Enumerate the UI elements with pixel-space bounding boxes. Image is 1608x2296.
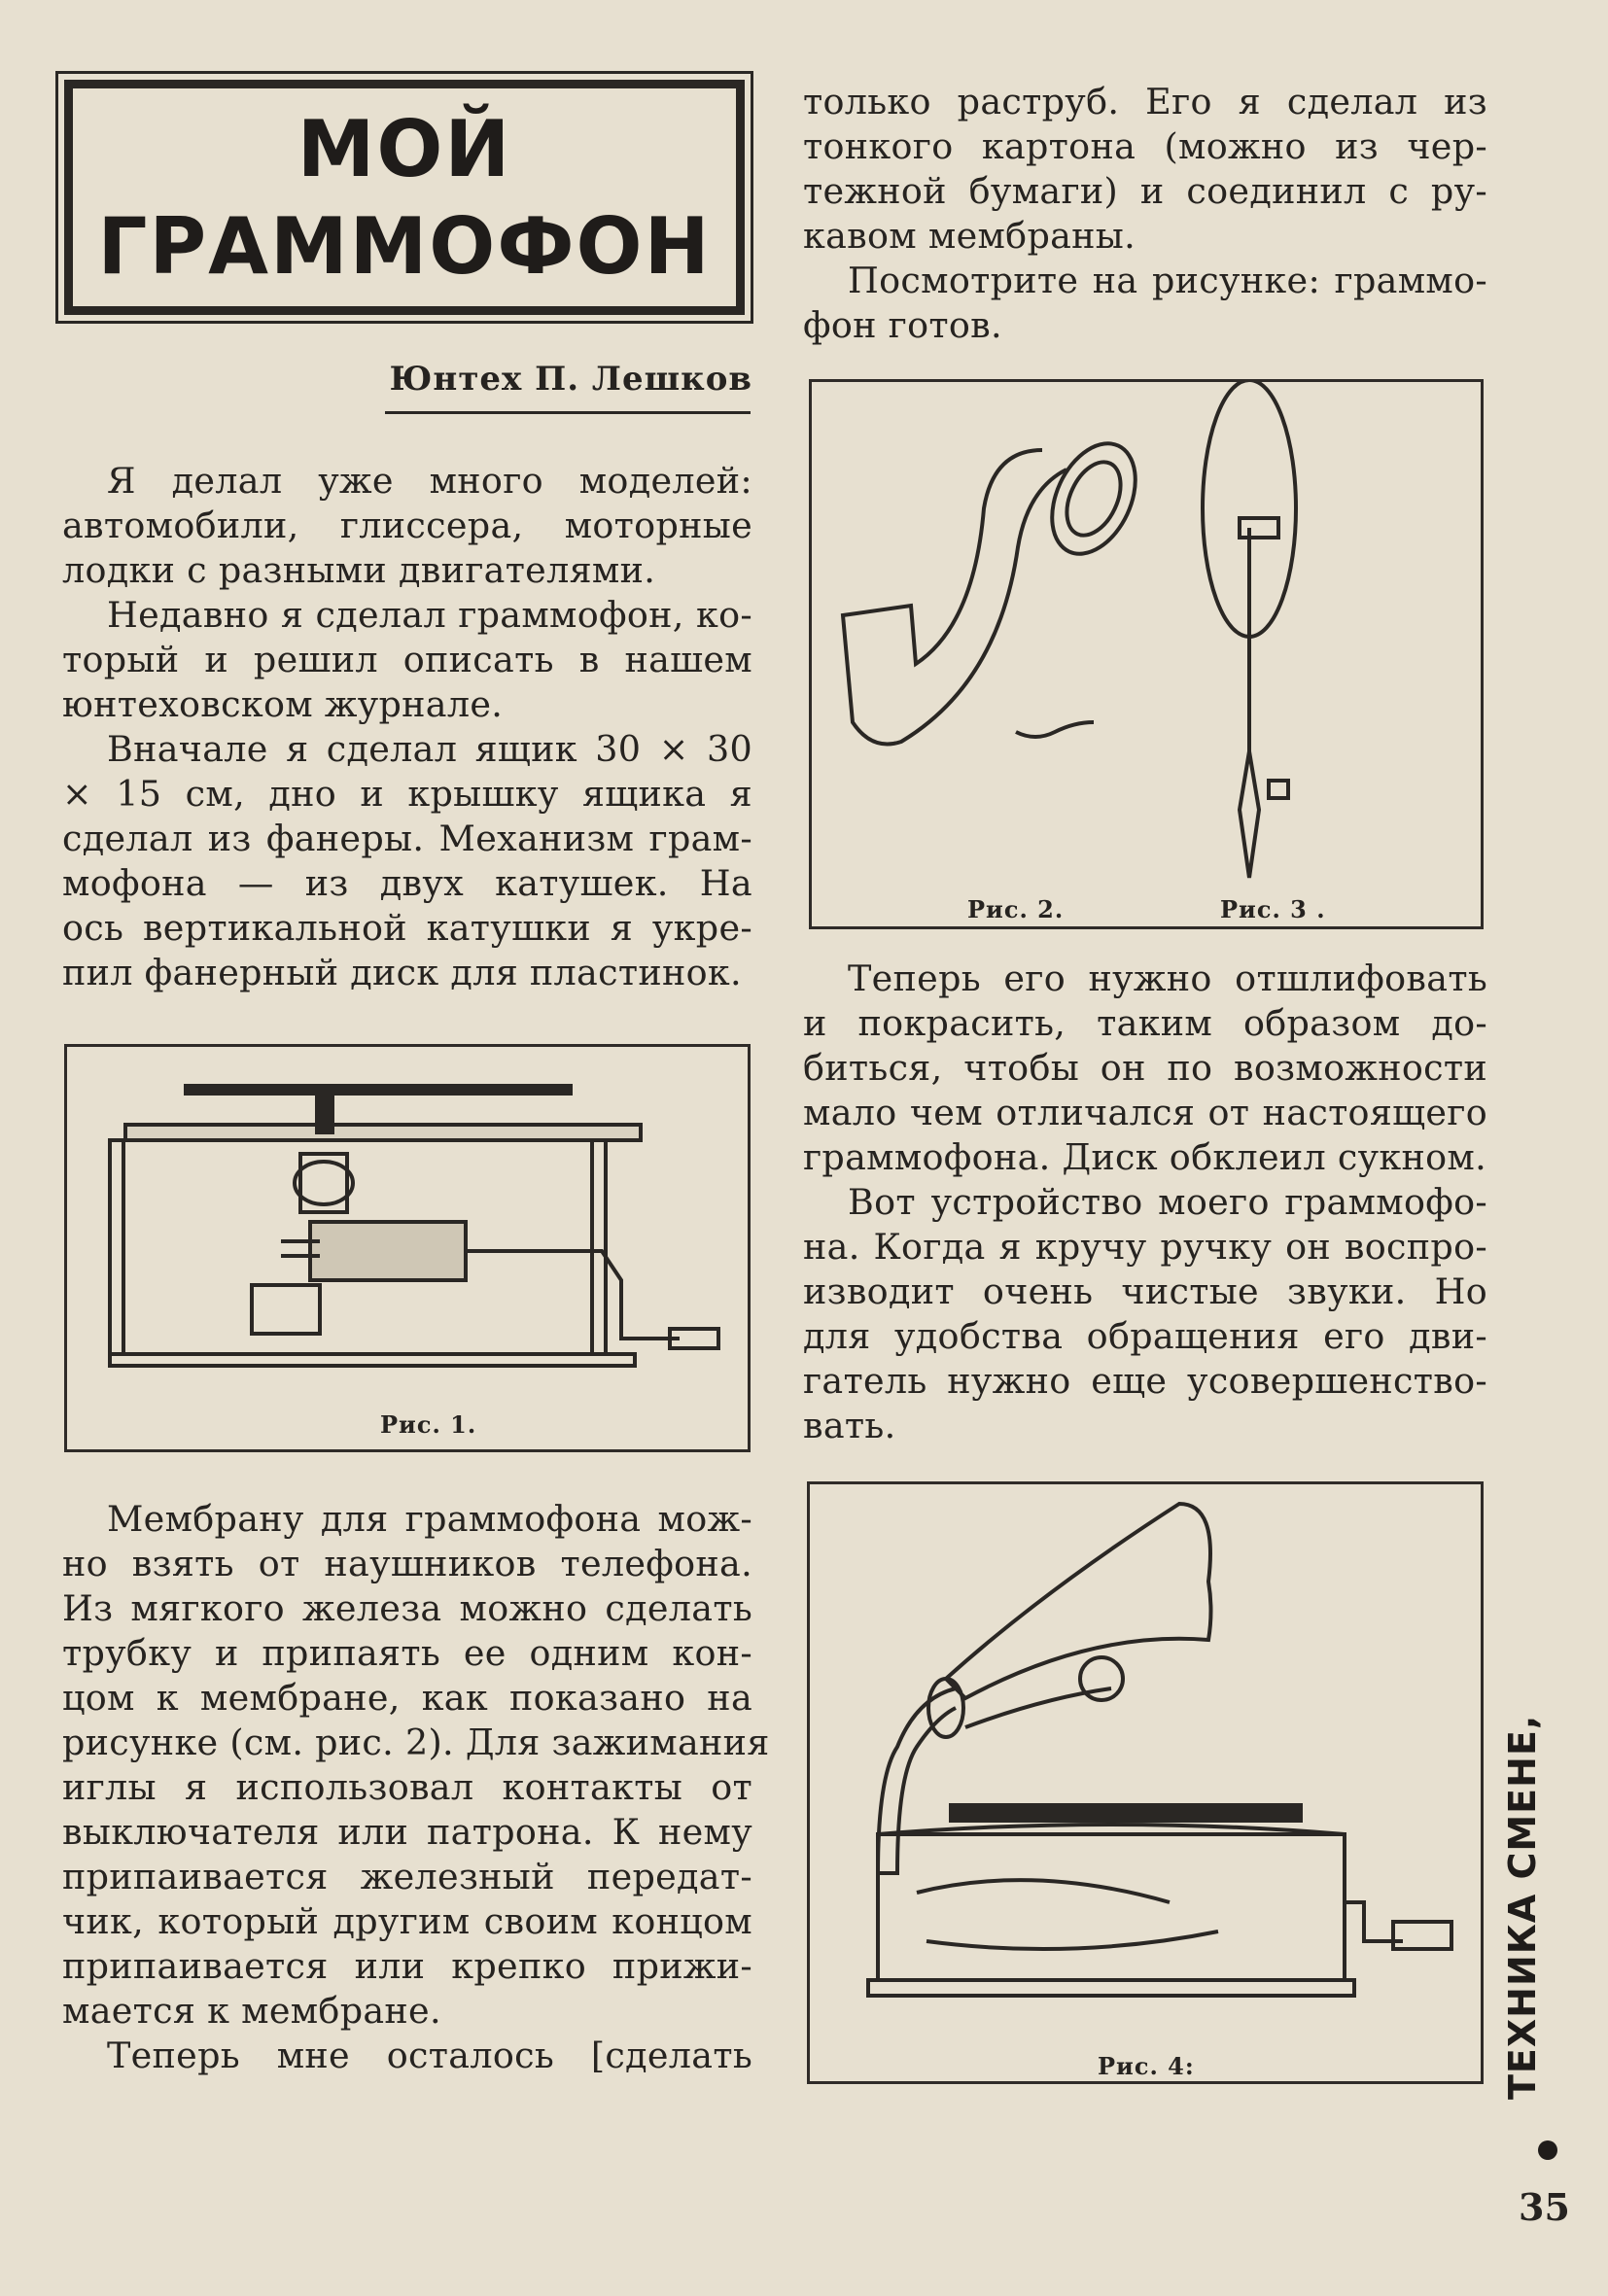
text-line: Из мягкого железа можно сделать bbox=[62, 1587, 752, 1629]
text-line: Теперь мне осталось [сделать bbox=[107, 2035, 752, 2076]
text-line: и покрасить, таким образом до- bbox=[803, 1002, 1487, 1044]
text-line: только раструб. Его я сделал из bbox=[803, 81, 1487, 122]
caption-fig4: Рис. 4: bbox=[1098, 2052, 1195, 2080]
text-line: припаивается или крепко прижи- bbox=[62, 1945, 752, 1987]
text-line: Мембрану для граммофона мож- bbox=[107, 1498, 752, 1540]
text-line: Я делал уже много моделей: bbox=[107, 460, 752, 502]
text-line: автомобили, глиссера, моторные bbox=[62, 504, 752, 546]
text-line: лодки с разными двигателями. bbox=[62, 549, 656, 591]
text-line: граммофона. Диск обклеил сукном. bbox=[803, 1136, 1486, 1178]
text-line: Посмотрите на рисунке: граммо- bbox=[848, 260, 1487, 301]
text-line: гатель нужно еще усовершенство- bbox=[803, 1360, 1487, 1402]
text-line: юнтеховском журнале. bbox=[62, 683, 504, 725]
text-line: мается к мембране. bbox=[62, 1990, 441, 2032]
text-line: для удобства обращения его дви- bbox=[803, 1315, 1487, 1357]
figure-1-drawing bbox=[67, 1047, 748, 1449]
text-line: фон готов. bbox=[803, 304, 1002, 346]
figure-1 bbox=[64, 1044, 751, 1452]
magazine-title: ТЕХНИКА СМЕНЕ, bbox=[1501, 1714, 1544, 2100]
left-column-2 bbox=[62, 1497, 770, 2078]
text-line: мофона — из двух катушек. На bbox=[62, 862, 752, 904]
text-line: × 15 см, дно и крышку ящика я bbox=[62, 773, 752, 815]
figure-2-3 bbox=[809, 379, 1484, 929]
text-line: тонкого картона (можно из чер- bbox=[803, 125, 1487, 167]
title-frame bbox=[64, 80, 745, 315]
text-line: Недавно я сделал граммофон, ко- bbox=[107, 594, 752, 636]
title-line-2: ГРАММОФОН bbox=[97, 201, 712, 292]
bullet-dot bbox=[1538, 2140, 1557, 2160]
left-column-1 bbox=[62, 459, 752, 995]
text-line: Вот устройство моего граммофо- bbox=[848, 1181, 1487, 1223]
figure-2-3-drawing bbox=[812, 382, 1481, 926]
text-line: чик, который другим своим концом bbox=[62, 1900, 752, 1942]
text-line: биться, чтобы он по возможности bbox=[803, 1047, 1487, 1089]
text-line: Теперь его нужно отшлифовать bbox=[848, 957, 1487, 999]
text-line: на. Когда я кручу ручку он воспро- bbox=[803, 1226, 1487, 1268]
text-line: изводит очень чистые звуки. Но bbox=[803, 1270, 1487, 1312]
text-line: пил фанерный диск для пластинок. bbox=[62, 952, 742, 993]
author: Юнтех П. Лешков bbox=[389, 360, 752, 399]
right-column-2 bbox=[803, 957, 1487, 1448]
text-line: торый и решил описать в нашем bbox=[62, 639, 752, 680]
page-number: 35 bbox=[1519, 2185, 1570, 2229]
text-line: ось вертикальной катушки я укре- bbox=[62, 907, 752, 949]
text-line: припаивается железный передат- bbox=[62, 1856, 752, 1897]
caption-fig3: Рис. 3 . bbox=[1220, 895, 1326, 923]
text-line: но взять от наушников телефона. bbox=[62, 1543, 752, 1584]
text-line: кавом мембраны. bbox=[803, 215, 1136, 257]
text-line: сделал из фанеры. Механизм грам- bbox=[62, 818, 752, 859]
text-line: иглы я использовал контакты от bbox=[62, 1766, 752, 1808]
text-line: трубку и припаять ее одним кон- bbox=[62, 1632, 752, 1674]
text-line: тежной бумаги) и соединил с ру- bbox=[803, 170, 1487, 212]
text-line: выключателя или патрона. К нему bbox=[62, 1811, 752, 1853]
text-line: цом к мембране, как показано на bbox=[62, 1677, 752, 1719]
author-rule bbox=[385, 411, 751, 414]
caption-fig2: Рис. 2. bbox=[967, 895, 1065, 923]
title-line-1: МОЙ bbox=[297, 104, 512, 194]
caption-fig1: Рис. 1. bbox=[380, 1410, 477, 1439]
text-line: вать. bbox=[803, 1405, 896, 1446]
text-line: рисунке (см. рис. 2). Для зажимания bbox=[62, 1722, 770, 1763]
figure-4-drawing bbox=[810, 1484, 1481, 2081]
figure-4 bbox=[807, 1481, 1484, 2084]
right-column-1 bbox=[803, 80, 1487, 348]
text-line: Вначале я сделал ящик 30 × 30 bbox=[107, 728, 752, 770]
text-line: мало чем отличался от настоящего bbox=[803, 1092, 1487, 1133]
